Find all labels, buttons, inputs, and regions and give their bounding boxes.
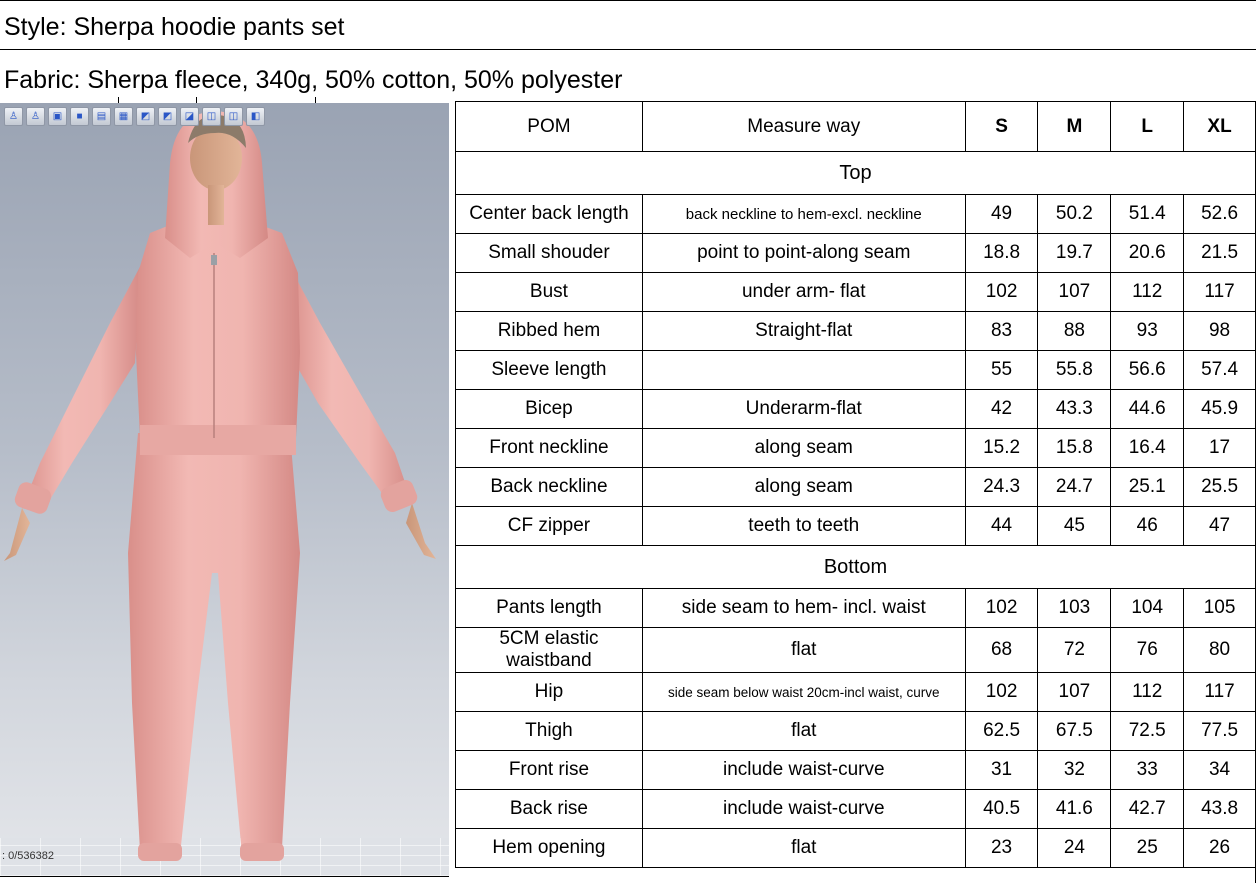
size-l-value: 112 <box>1111 673 1184 712</box>
measure-way-cell: back neckline to hem-excl. neckline <box>642 195 965 234</box>
grid-icon[interactable]: ▦ <box>114 107 133 126</box>
size-xl-value: 43.8 <box>1184 790 1256 829</box>
pom-cell: Pants length <box>456 589 643 628</box>
size-m-value: 103 <box>1038 589 1111 628</box>
size-m-value: 24.7 <box>1038 468 1111 507</box>
table-row <box>456 273 1256 312</box>
size-l-value: 44.6 <box>1111 390 1184 429</box>
box-icon[interactable]: ■ <box>70 107 89 126</box>
measure-way-cell: side seam to hem- incl. waist <box>642 589 965 628</box>
size-xl-value: 105 <box>1184 589 1256 628</box>
header-pom: POM <box>456 102 643 152</box>
section-title: Top <box>456 152 1256 195</box>
pom-cell: Hip <box>456 673 643 712</box>
size-s-value: 15.2 <box>965 429 1038 468</box>
size-l-value: 76 <box>1111 628 1184 673</box>
style-title: Style: Sherpa hoodie pants set <box>0 1 1256 50</box>
shirt-icon[interactable]: ◫ <box>202 107 221 126</box>
table-row <box>456 468 1256 507</box>
tshirt-icon[interactable]: ◩ <box>136 107 155 126</box>
pom-cell: Bicep <box>456 390 643 429</box>
section-header-row <box>456 152 1256 195</box>
size-l-value: 112 <box>1111 273 1184 312</box>
section-header-row <box>456 546 1256 589</box>
size-m-value: 50.2 <box>1038 195 1111 234</box>
shirt-icon[interactable]: ◫ <box>224 107 243 126</box>
pom-cell: Back rise <box>456 790 643 829</box>
size-spec-table <box>455 101 1256 868</box>
size-s-value: 83 <box>965 312 1038 351</box>
size-s-value: 102 <box>965 673 1038 712</box>
table-row <box>456 429 1256 468</box>
header-size-s: S <box>965 102 1038 152</box>
fabric-description: Fabric: Sherpa fleece, 340g, 50% cotton, 50% polyester <box>4 66 623 94</box>
size-s-value: 44 <box>965 507 1038 546</box>
shirt-icon[interactable]: ◧ <box>246 107 265 126</box>
size-m-value: 24 <box>1038 829 1111 868</box>
size-l-value: 46 <box>1111 507 1184 546</box>
table-row <box>456 628 1256 673</box>
measure-way-cell: Underarm-flat <box>642 390 965 429</box>
pom-cell: Center back length <box>456 195 643 234</box>
pom-cell: Sleeve length <box>456 351 643 390</box>
table-row <box>456 829 1256 868</box>
size-s-value: 31 <box>965 751 1038 790</box>
pom-cell: Front neckline <box>456 429 643 468</box>
size-m-value: 55.8 <box>1038 351 1111 390</box>
size-m-value: 43.3 <box>1038 390 1111 429</box>
size-xl-value: 25.5 <box>1184 468 1256 507</box>
vertex-count-label: : 0/536382 <box>2 850 54 862</box>
measure-way-cell: side seam below waist 20cm-incl waist, curve <box>642 673 965 712</box>
size-m-value: 41.6 <box>1038 790 1111 829</box>
garment-3d-viewer[interactable] <box>0 103 449 876</box>
size-l-value: 25 <box>1111 829 1184 868</box>
size-l-value: 72.5 <box>1111 712 1184 751</box>
size-m-value: 88 <box>1038 312 1111 351</box>
size-l-value: 56.6 <box>1111 351 1184 390</box>
size-xl-value: 17 <box>1184 429 1256 468</box>
header-size-xl: XL <box>1184 102 1256 152</box>
measure-way-cell <box>642 351 965 390</box>
pom-cell: Hem opening <box>456 829 643 868</box>
size-s-value: 42 <box>965 390 1038 429</box>
size-l-value: 20.6 <box>1111 234 1184 273</box>
measure-way-cell: flat <box>642 628 965 673</box>
table-row <box>456 351 1256 390</box>
header-size-l: L <box>1111 102 1184 152</box>
measure-way-cell: flat <box>642 829 965 868</box>
size-xl-value: 34 <box>1184 751 1256 790</box>
avatar-icon[interactable]: ♙ <box>4 107 23 126</box>
size-l-value: 42.7 <box>1111 790 1184 829</box>
size-s-value: 49 <box>965 195 1038 234</box>
pom-cell: Bust <box>456 273 643 312</box>
pom-cell: 5CM elastic waistband <box>456 628 643 673</box>
table-row <box>456 234 1256 273</box>
pom-cell: Small shouder <box>456 234 643 273</box>
pom-cell: CF zipper <box>456 507 643 546</box>
size-s-value: 55 <box>965 351 1038 390</box>
table-row <box>456 195 1256 234</box>
header-size-m: M <box>1038 102 1111 152</box>
size-l-value: 104 <box>1111 589 1184 628</box>
table-row <box>456 589 1256 628</box>
tshirt-icon[interactable]: ◪ <box>180 107 199 126</box>
header-measure-way: Measure way <box>642 102 965 152</box>
avatar-icon[interactable]: ♙ <box>26 107 45 126</box>
size-s-value: 102 <box>965 589 1038 628</box>
pom-cell: Front rise <box>456 751 643 790</box>
size-l-value: 16.4 <box>1111 429 1184 468</box>
measure-way-cell: under arm- flat <box>642 273 965 312</box>
size-s-value: 40.5 <box>965 790 1038 829</box>
size-xl-value: 77.5 <box>1184 712 1256 751</box>
size-xl-value: 21.5 <box>1184 234 1256 273</box>
size-xl-value: 80 <box>1184 628 1256 673</box>
size-s-value: 102 <box>965 273 1038 312</box>
table-row <box>456 790 1256 829</box>
size-m-value: 107 <box>1038 673 1111 712</box>
size-xl-value: 45.9 <box>1184 390 1256 429</box>
size-s-value: 24.3 <box>965 468 1038 507</box>
table-row <box>456 312 1256 351</box>
table-row <box>456 507 1256 546</box>
size-s-value: 62.5 <box>965 712 1038 751</box>
size-xl-value: 52.6 <box>1184 195 1256 234</box>
size-m-value: 67.5 <box>1038 712 1111 751</box>
size-s-value: 18.8 <box>965 234 1038 273</box>
viewer-bottom-rule <box>0 876 449 877</box>
size-xl-value: 98 <box>1184 312 1256 351</box>
size-m-value: 19.7 <box>1038 234 1111 273</box>
size-xl-value: 117 <box>1184 273 1256 312</box>
size-m-value: 107 <box>1038 273 1111 312</box>
hanger-icon[interactable]: ▤ <box>92 107 111 126</box>
measure-way-cell: include waist-curve <box>642 751 965 790</box>
size-s-value: 68 <box>965 628 1038 673</box>
size-m-value: 45 <box>1038 507 1111 546</box>
table-row <box>456 390 1256 429</box>
size-l-value: 93 <box>1111 312 1184 351</box>
size-l-value: 25.1 <box>1111 468 1184 507</box>
size-l-value: 51.4 <box>1111 195 1184 234</box>
size-m-value: 32 <box>1038 751 1111 790</box>
measure-way-cell: along seam <box>642 468 965 507</box>
avatar-model-icon <box>0 103 449 876</box>
table-header-row <box>456 102 1256 152</box>
measure-way-cell: teeth to teeth <box>642 507 965 546</box>
section-title: Bottom <box>456 546 1256 589</box>
pom-cell: Ribbed hem <box>456 312 643 351</box>
table-row <box>456 673 1256 712</box>
size-l-value: 33 <box>1111 751 1184 790</box>
measure-way-cell: include waist-curve <box>642 790 965 829</box>
size-xl-value: 117 <box>1184 673 1256 712</box>
pom-cell: Back neckline <box>456 468 643 507</box>
size-xl-value: 57.4 <box>1184 351 1256 390</box>
size-m-value: 15.8 <box>1038 429 1111 468</box>
size-m-value: 72 <box>1038 628 1111 673</box>
size-xl-value: 26 <box>1184 829 1256 868</box>
measure-way-cell: point to point-along seam <box>642 234 965 273</box>
table-row <box>456 712 1256 751</box>
measure-way-cell: Straight-flat <box>642 312 965 351</box>
box-icon[interactable]: ▣ <box>48 107 67 126</box>
table-row <box>456 751 1256 790</box>
size-xl-value: 47 <box>1184 507 1256 546</box>
tshirt-icon[interactable]: ◩ <box>158 107 177 126</box>
size-s-value: 23 <box>965 829 1038 868</box>
measure-way-cell: along seam <box>642 429 965 468</box>
measure-way-cell: flat <box>642 712 965 751</box>
viewer-toolbar <box>4 107 265 127</box>
pom-cell: Thigh <box>456 712 643 751</box>
